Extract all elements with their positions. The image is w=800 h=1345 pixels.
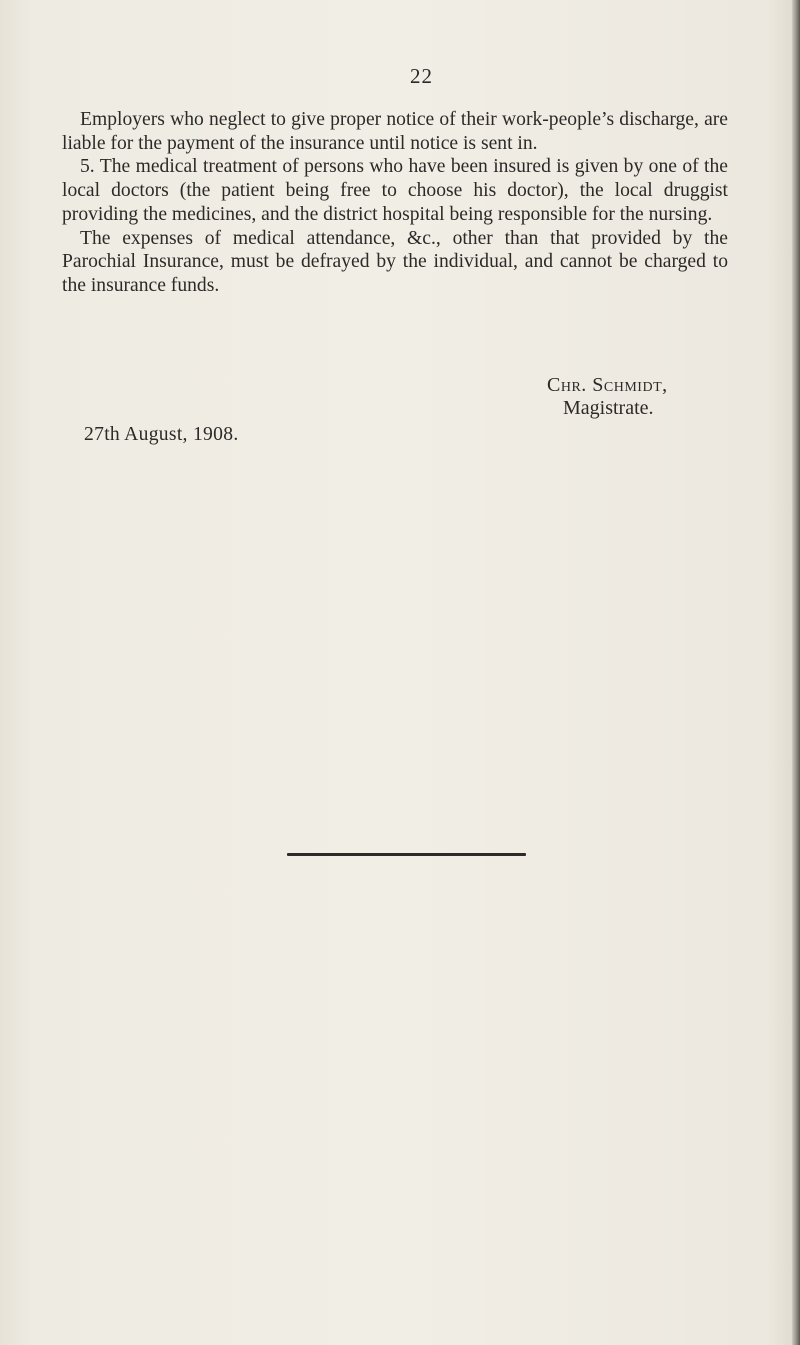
page-number: 22 [410,64,433,88]
signatory-title: Magistrate. [563,397,654,419]
paragraph-medical-expenses: The expenses of medical attendance, &c., other than that provided by the Parochial Insurance, must be defrayed by the individual, and cannot be charged to the insurance funds. [62,227,728,296]
horizontal-rule [287,853,526,856]
paragraph-medical-treatment: 5. The medical treatment of persons who have been insured is given by one of the local doctors (the patient being free to choose his doctor), the local druggist providing the medicines, and the district hospital being responsible for the nursing. [62,156,728,225]
paragraph-employers-notice: Employers who neglect to give proper notice of their work-people’s discharge, are liable for the payment of the insurance until notice is sent in. [62,109,728,154]
signature-block [547,374,668,420]
body-text [62,108,728,298]
page-edge-shadow [792,0,800,1345]
document-date: 27th August, 1908. [84,424,239,445]
signatory-name: Chr. Schmidt, [547,374,668,396]
